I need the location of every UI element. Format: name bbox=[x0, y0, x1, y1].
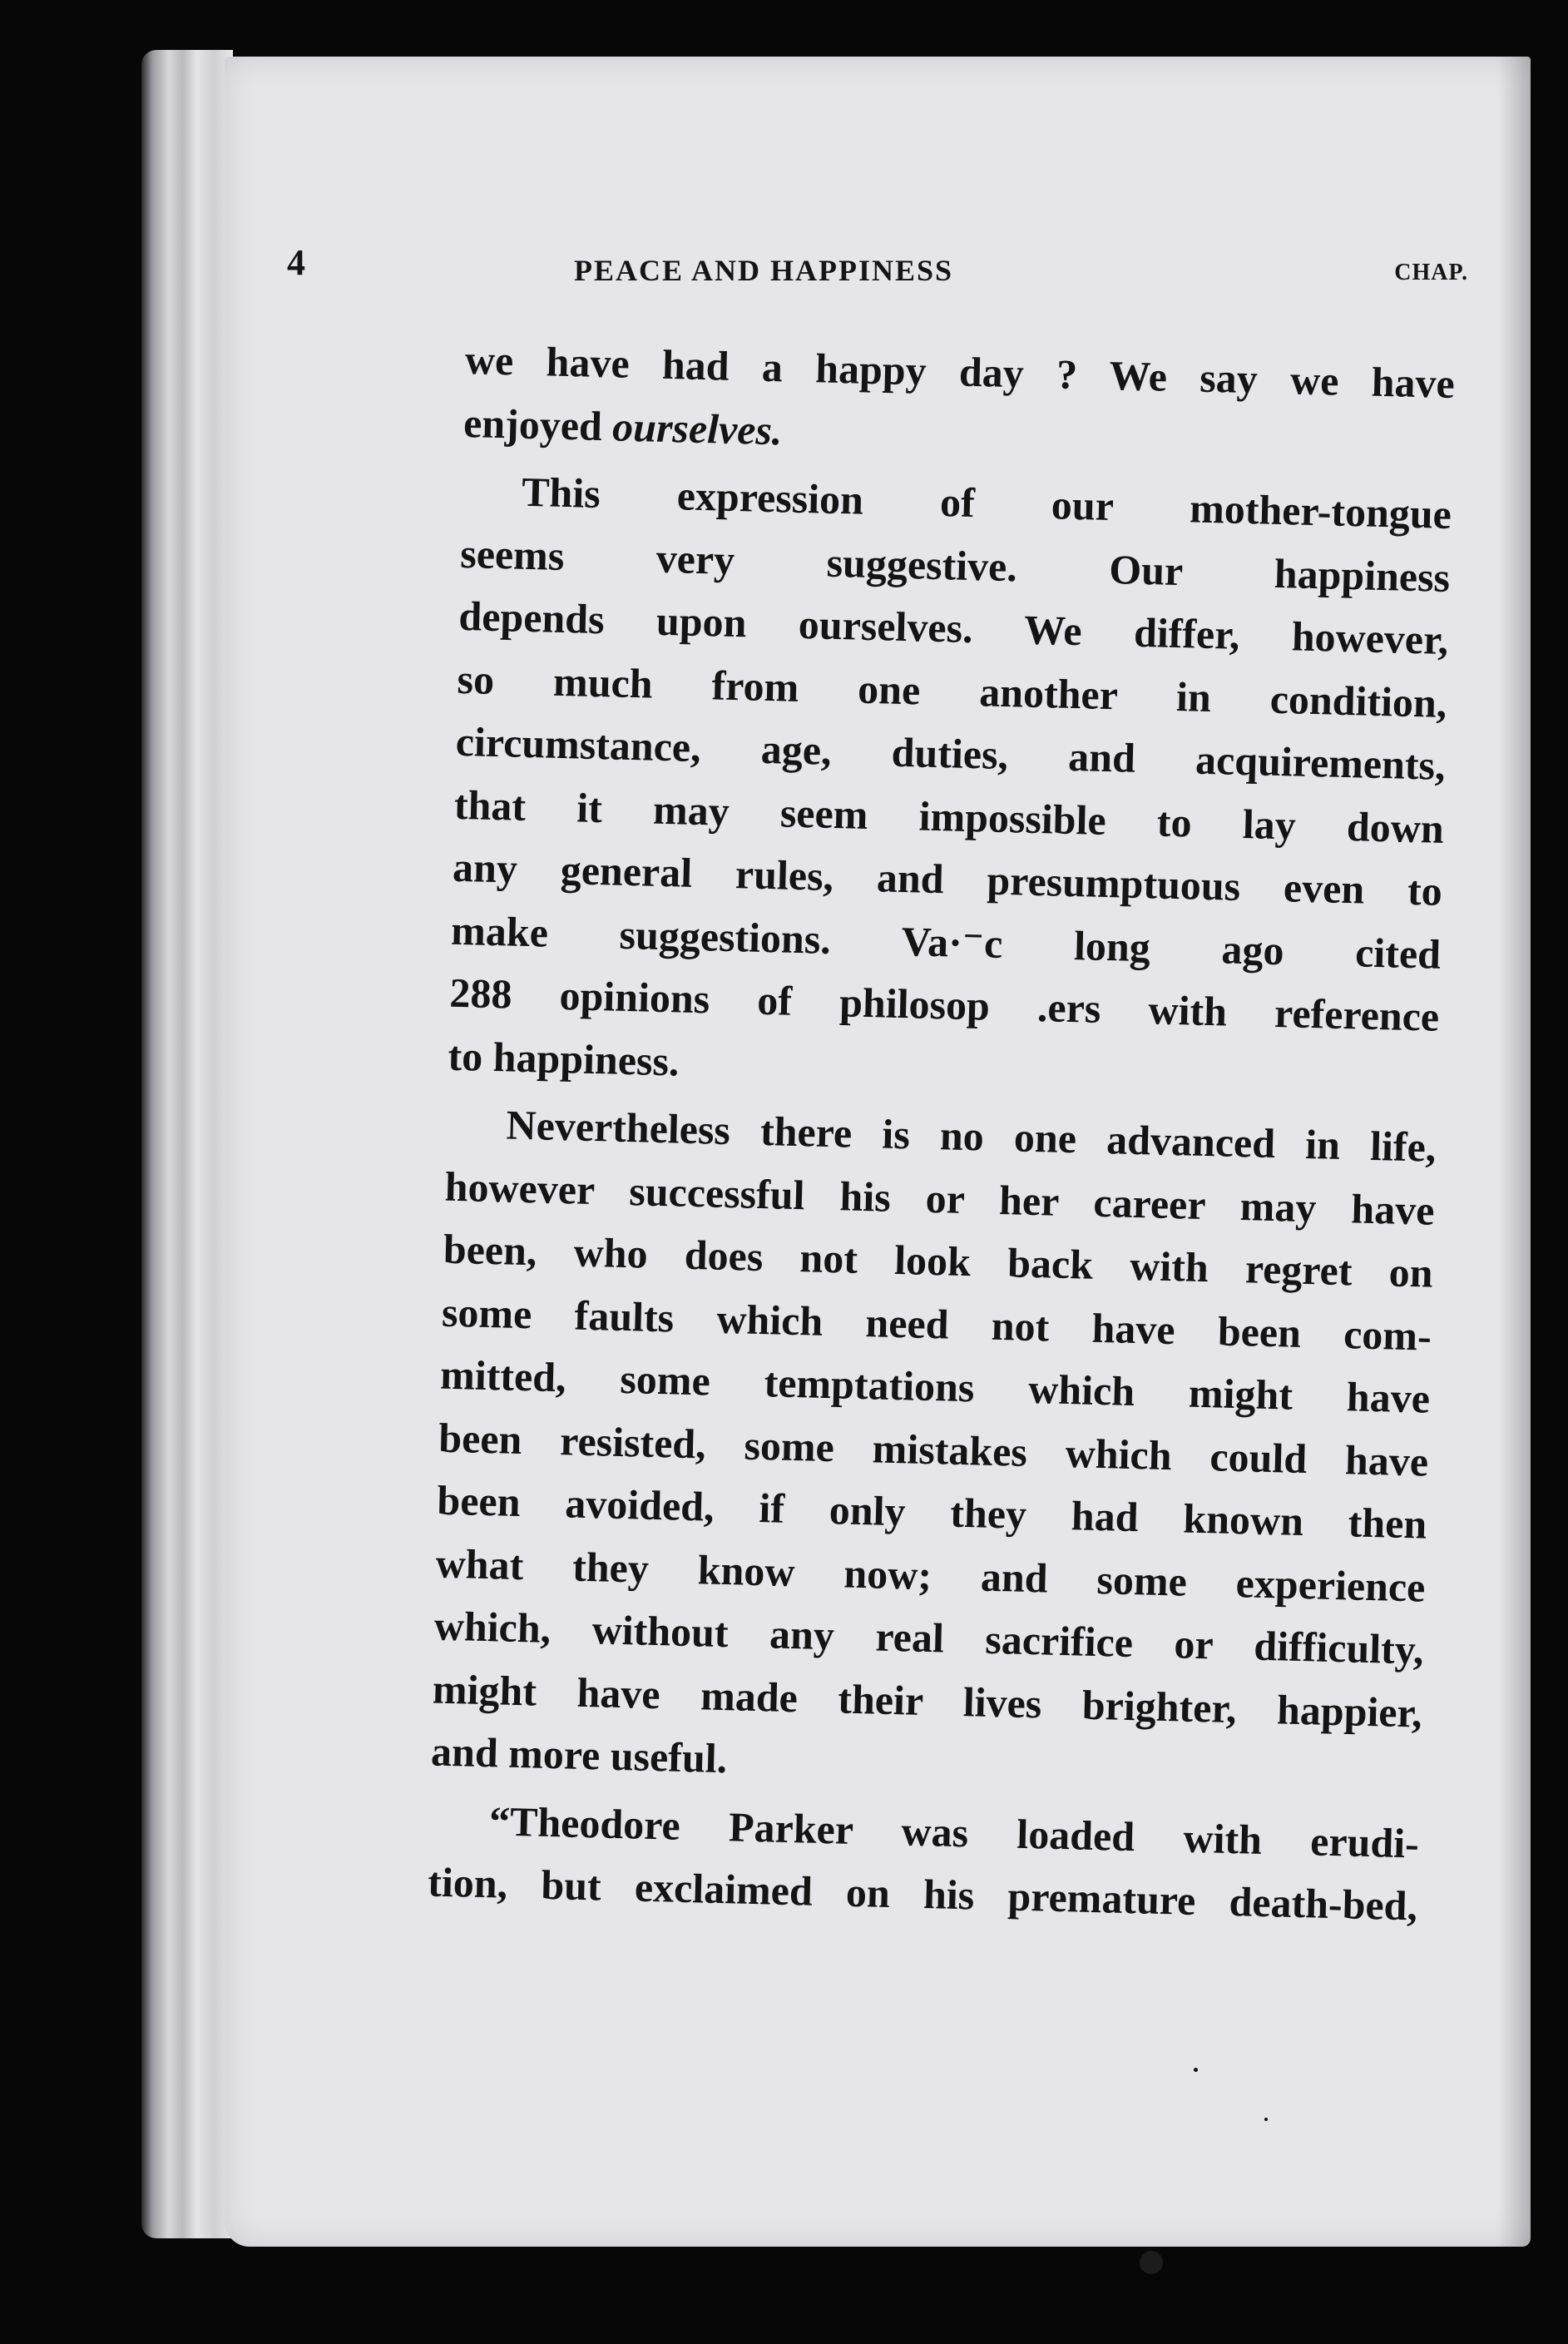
italic-word: ourselves. bbox=[611, 402, 784, 453]
page-header bbox=[287, 241, 1468, 291]
body-text bbox=[427, 329, 1455, 1938]
text-line: “Theodore Parker was loaded with erudi- bbox=[488, 1796, 1420, 1867]
text-line: tion, but exclaimed on his premature death-bed, bbox=[427, 1858, 1418, 1930]
text-line: This expression of our mother-tongue bbox=[521, 468, 1452, 538]
text-line: been resisted, some mistakes which could have bbox=[438, 1414, 1429, 1485]
book-binding-edge bbox=[141, 50, 233, 2238]
page-shadow bbox=[1497, 57, 1531, 2247]
text-line: enjoyed ourselves. bbox=[462, 399, 784, 453]
scan-speck bbox=[1140, 2251, 1163, 2274]
text-line: and more useful. bbox=[430, 1727, 728, 1782]
text-line: to happiness. bbox=[447, 1032, 680, 1085]
text-line: that it may seem impossible to lay down bbox=[453, 781, 1445, 852]
text-line: Nevertheless there is no one advanced in life, bbox=[505, 1101, 1437, 1171]
text-line: however successful his or her career may have bbox=[444, 1162, 1436, 1234]
scan-speck bbox=[1264, 2118, 1268, 2121]
text-line: mitted, some temptations which might have bbox=[439, 1350, 1431, 1422]
text-line: make suggestions. Va·⁻c long ago cited bbox=[450, 906, 1442, 978]
text-line: so much from one another in condition, bbox=[457, 655, 1448, 726]
text-line: circumstance, age, duties, and acquirements, bbox=[455, 717, 1447, 789]
running-title: PEACE AND HAPPINESS bbox=[574, 254, 954, 287]
text-line: some faults which need not have been com- bbox=[441, 1288, 1432, 1360]
text-line: which, without any real sacrifice or difficulty, bbox=[433, 1602, 1425, 1673]
page-number: 4 bbox=[287, 242, 305, 283]
text-line: might have made their lives brighter, happier, bbox=[432, 1665, 1423, 1737]
text-line: seems very suggestive. Our happiness bbox=[459, 529, 1451, 601]
text-line: any general rules, and presumptuous even to bbox=[452, 843, 1443, 914]
chapter-label: CHAP. bbox=[1394, 260, 1468, 285]
text-line: depends upon ourselves. We differ, however, bbox=[458, 592, 1449, 663]
scan-speck bbox=[1194, 2068, 1198, 2072]
text-line: we have had a happy day ? We say we have bbox=[464, 335, 1456, 408]
text-line: been, who does not look back with regret on bbox=[443, 1225, 1434, 1296]
text-line: been avoided, if only they had known then bbox=[436, 1476, 1427, 1548]
text-line: 288 opinions of philosop .ers with reference bbox=[448, 969, 1440, 1040]
text-line: what they know now; and some experience bbox=[435, 1539, 1427, 1611]
